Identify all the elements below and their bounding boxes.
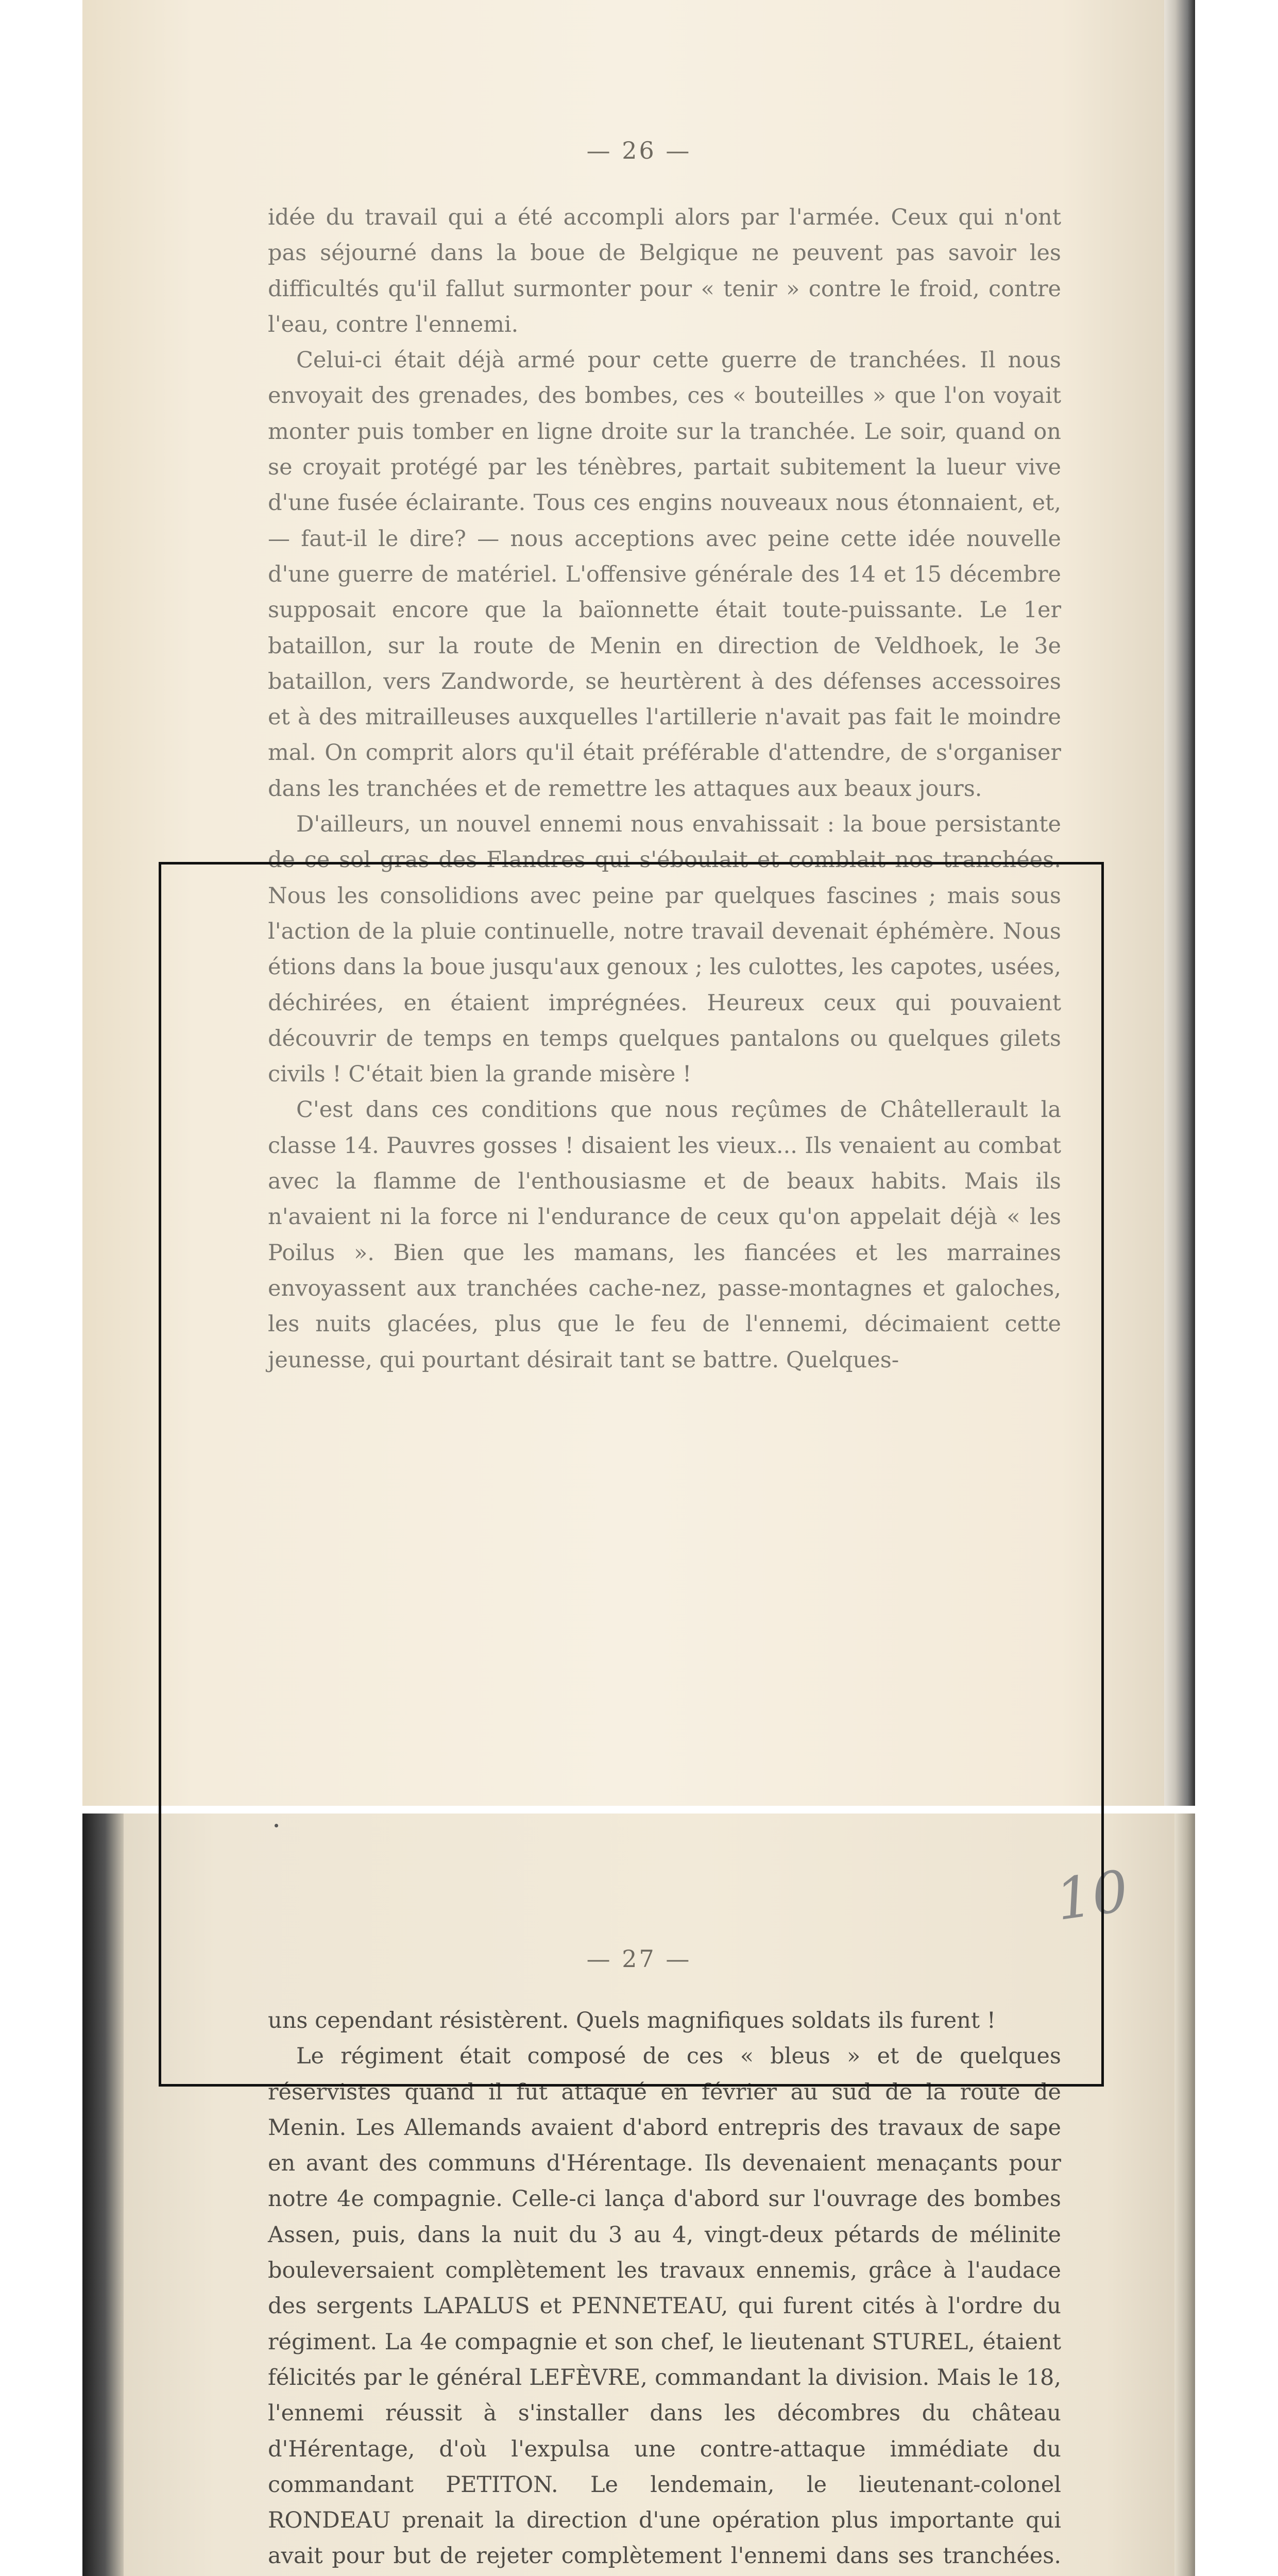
selection-rectangle[interactable] bbox=[159, 862, 1104, 2087]
paragraph: Le régiment était composé de ces « bleus » et de quelques réservistes quand il fut attaqué en février au sud de la route de Menin. Les Allemands avaient d'abord entrepris des travaux de sape en avant des communs d'Hérentage. Ils devenaient menaçants pour notre 4e compagnie. Celle-ci lança d'abord sur l'ouvrage des bombes Assen, puis, dans la nuit du 3 au 4, vingt-deux pétards de mélinite bouleversaient complètement les travaux ennemis, grâce à l'audace des sergents LAPALUS et PENNETEAU, qui furent cités à l'ordre du régiment. La 4e compagnie et son chef, le lieutenant STUREL, étaient félicités par le général LEFÈVRE, commandant la division. Mais le 18, l'ennemi réussit à s'installer dans les décombres du château d'Hérentage, d'où l'expulsa une contre-attaque immédiate du commandant PETITON. Le lendemain, le lieutenant-colonel RONDEAU prenait la direction d'une opération plus importante qui avait pour but de rejeter complètement l'ennemi dans ses tranchées. bbox=[268, 2043, 1061, 2569]
book-spine-edge bbox=[1164, 0, 1195, 1806]
book-spine-edge bbox=[82, 1814, 124, 2576]
paragraph: idée du travail qui a été accompli alors par l'armée. Ceux qui n'ont pas séjourné dans la boue de Belgique ne peuvent pas savoir les difficultés qu'il fallut surmonter pour « tenir » contre le froid, contre l'eau, contre l'ennemi. bbox=[268, 205, 1061, 337]
paragraph: uns cependant résistèrent. Quels magnifiques soldats ils furent ! bbox=[268, 2008, 996, 2033]
paragraph: D'ailleurs, un nouvel ennemi nous envahissait : la boue persistante de ce sol gras des Flandres qui s'éboulait et comblait nos tranchées. Nous les consolidions avec peine par quelques fascines ; mais sous l'action de la pluie continuelle, notre travail devenait éphémère. Nous étions dans la boue jusqu'aux genoux ; les culottes, les capotes, usées, déchirées, en étaient imprégnées. Heureux ceux qui pouvaient découvrir de temps en temps quelques pantalons ou quelques gilets civils ! C'était bien la grande misère ! bbox=[268, 811, 1061, 1088]
page-number: — 27 — bbox=[586, 1945, 692, 1973]
page-edge bbox=[1174, 1814, 1195, 2576]
paragraph: C'est dans ces conditions que nous reçûmes de Châtellerault la classe 14. Pauvres gosses ! disaient les vieux... Ils venaient au combat avec la flamme de l'enthousiasme et de beaux habits. Mais ils n'avaient ni la force ni l'endurance de ceux qu'on appelait déjà « les Poilus ». Bien que les mamans, les fiancées et les marraines envoyassent aux tranchées cache-nez, passe-montagnes et galoches, les nuits glacées, plus que le feu de l'ennemi, décimaient cette jeunesse, qui pourtant désirait tant se battre. Quelques- bbox=[268, 1097, 1061, 1373]
paragraph: Celui-ci était déjà armé pour cette guerre de tranchées. Il nous envoyait des grenades, des bombes, ces « bouteilles » que l'on voyait monter puis tomber en ligne droite sur la tranchée. Le soir, quand on se croyait protégé par les ténèbres, partait subitement la lueur vive d'une fusée éclairante. Tous ces engins nouveaux nous étonnaient, et, — faut-il le dire? — nous acceptions avec peine cette idée nouvelle d'une guerre de matériel. L'offensive générale des 14 et 15 décembre supposait encore que la baïonnette était toute-puissante. Le 1er bataillon, sur la route de Menin en direction de Veldhoek, le 3e bataillon, vers Zandworde, se heurtèrent à des défenses accessoires et à des mitrailleuses auxquelles l'artillerie n'avait pas fait le moindre mal. On comprit alors qu'il était préférable d'attendre, de s'organiser dans les tranchées et de remettre les attaques aux beaux jours. bbox=[268, 347, 1061, 802]
page-number: — 26 — bbox=[586, 137, 692, 164]
handwritten-mark: 10 bbox=[1051, 1857, 1133, 1934]
page-27-body bbox=[268, 2003, 1061, 2576]
